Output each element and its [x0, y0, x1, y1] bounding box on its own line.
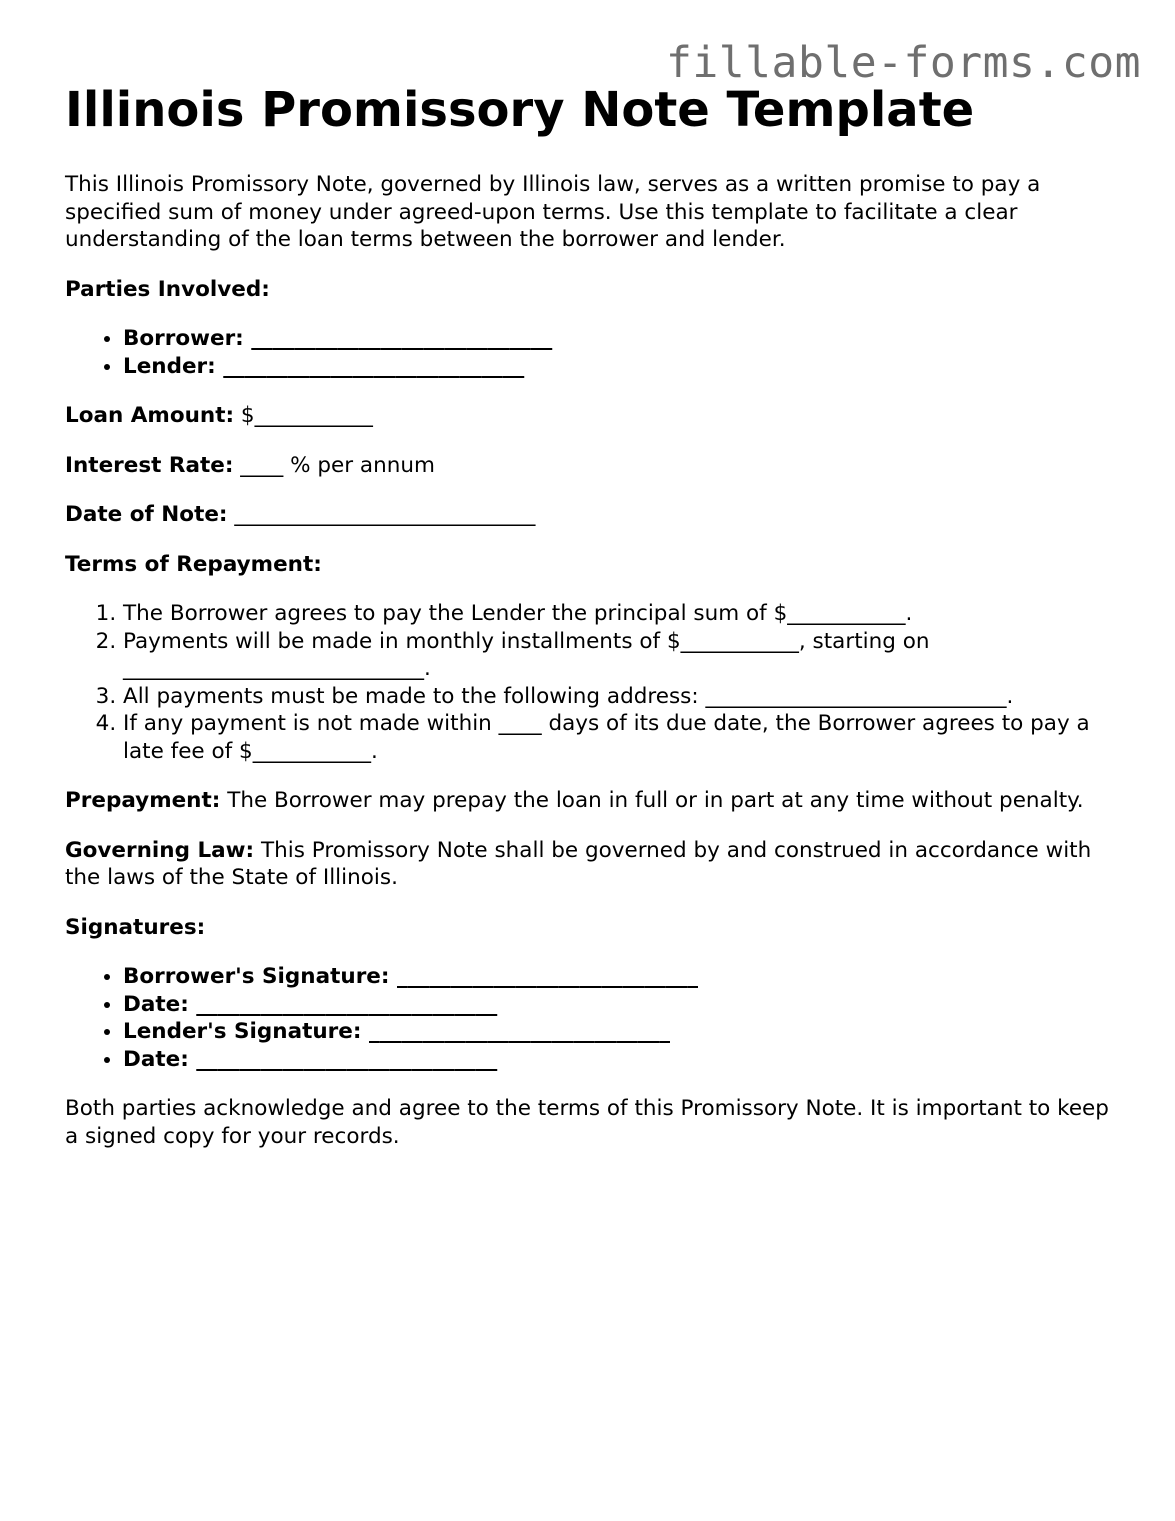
list-item-lender: [123, 353, 1125, 381]
signatures-heading: Signatures:: [65, 914, 206, 940]
list-item-borrower-date: [123, 991, 1125, 1019]
prepayment-label: Prepayment:: [65, 788, 221, 813]
list-item-borrower-signature: [123, 963, 1125, 991]
repayment-item: 2. Payments will be made in monthly installments of $___________, starting on ____________________________.: [123, 628, 1125, 683]
date-of-note-label: Date of Note:: [65, 502, 228, 527]
document-body: [65, 82, 1125, 1150]
date-of-note-line: [65, 501, 1125, 529]
watermark: fillable-forms.com: [666, 38, 1141, 88]
loan-amount-blank[interactable]: $___________: [234, 403, 373, 428]
closing-paragraph: Both parties acknowledge and agree to the terms of this Promissory Note. It is important to keep a signed copy for your records.: [65, 1096, 1109, 1149]
loan-amount-line: [65, 402, 1125, 430]
repayment-item: 3. All payments must be made to the following address: ____________________________.: [123, 683, 1125, 711]
loan-amount-label: Loan Amount:: [65, 403, 235, 428]
lender-date-blank[interactable]: ____________________________: [188, 1046, 498, 1072]
interest-rate-blank[interactable]: ____ % per annum: [233, 452, 435, 478]
list-item-borrower: [123, 325, 1125, 353]
governing-law-text: This Promissory Note shall be governed by and construed in accordance with the laws of the State of Illinois.: [65, 837, 1092, 890]
signatures-list: [65, 963, 1125, 1073]
date-of-note-blank[interactable]: ____________________________: [227, 502, 536, 527]
repayment-heading: Terms of Repayment:: [65, 551, 322, 577]
borrower-signature-label: Borrower's Signature:: [123, 964, 390, 989]
page-title: Illinois Promissory Note Template: [65, 82, 975, 138]
borrower-date-label: Date:: [123, 991, 189, 1017]
interest-rate-line: [65, 452, 1125, 480]
lender-label: Lender:: [123, 353, 216, 379]
list-item-lender-signature: [123, 1018, 1125, 1046]
borrower-blank[interactable]: ____________________________: [243, 326, 553, 351]
borrower-date-blank[interactable]: ____________________________: [188, 991, 498, 1017]
interest-rate-label: Interest Rate:: [65, 452, 234, 478]
repayment-list: [65, 600, 1125, 765]
lender-blank[interactable]: ____________________________: [215, 353, 525, 379]
intro-paragraph: This Illinois Promissory Note, governed by Illinois law, serves as a written promise to pay a specified sum of money under agreed-upon terms. Use this template to facilitate a clear understanding of the loan terms between the borrower and lender.: [65, 172, 1041, 252]
prepayment-text: The Borrower may prepay the loan in full or in part at any time without penalty.: [220, 788, 1084, 813]
repayment-item: 4. If any payment is not made within ____ days of its due date, the Borrower agrees to pay a late fee of $___________.: [123, 710, 1125, 765]
repayment-item: 1. The Borrower agrees to pay the Lender the principal sum of $___________.: [123, 600, 1125, 628]
parties-heading: Parties Involved:: [65, 276, 270, 302]
lender-signature-blank[interactable]: ____________________________: [361, 1019, 670, 1044]
lender-signature-label: Lender's Signature:: [123, 1019, 362, 1044]
governing-law-label: Governing Law:: [65, 837, 255, 863]
list-item-lender-date: [123, 1046, 1125, 1074]
lender-date-label: Date:: [123, 1046, 189, 1072]
borrower-signature-blank[interactable]: ____________________________: [389, 964, 698, 989]
borrower-label: Borrower:: [123, 326, 244, 351]
prepayment-paragraph: [65, 787, 1125, 815]
parties-list: [65, 325, 1125, 380]
governing-law-paragraph: [65, 837, 1125, 892]
